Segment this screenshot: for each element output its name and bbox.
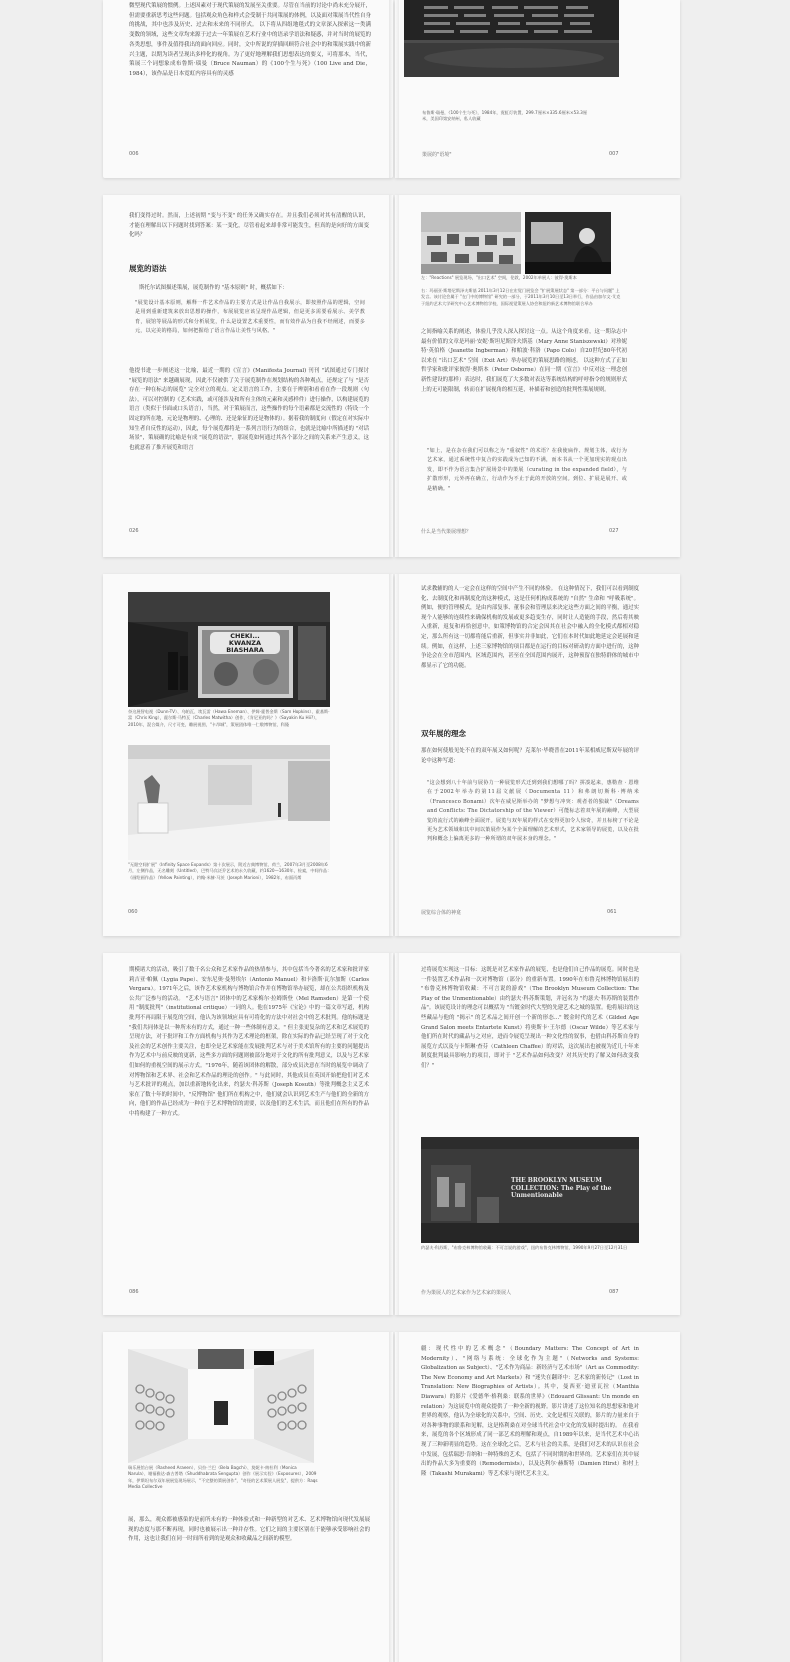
- page-061: [395, 574, 680, 936]
- gutter-shadow: [389, 574, 399, 936]
- page-087: [395, 953, 680, 1315]
- book-spread-3: [103, 574, 688, 936]
- white-gallery-illustration: [128, 745, 330, 860]
- book-spread-4: [103, 953, 688, 1315]
- body-text: 疆：现代性中的艺术概念"（Boundary Matters: The Concept of Art in Modernity）、"网络与系统：全球化作为主题"（Networks and Systems: Globalization as Subject）、"艺术作为商品：新经济与艺术市场"（Art as Commodity: The New Economy and Art Markets）和 "迷失在翻译中：艺术家的新传记"（Lost in Translation: New Biographies of Artists）。其中，曼西亚·迪亚瓦拉（Manthia Diawara）的影片《爱德华·格利桑：联系的世界》（Edouard Glissant: Un monde en relation）为这展览中的观众提供了一种全新的视野。影片讲述了这位知名的思想家和他对世界的观察，他认为全球化的关系中，空间、历史、文化是相互关联的，影片的力量来自于对各种事物的联系和见解，这是格利桑在对全球当代社会中文化的发展时提出的。 在我看来，展览的各个区域形成了同一部艺术的理解和观点，自1989年以来，是当代艺术中心出现了三种新明显的趋势。这在全球化之后，艺术与社会的关系，是我们对艺术的认识在社会中发展，包括瑞思·肯纳和一种特殊的艺术，包括了不同时期的和世界的。艺术家们在其中展出的作品大多为重要的（Remodernists），以及达利尔·赫斯特（Damien Hirst）和村上隆（Takashi Murakami）等艺术家与现代艺术主义。: [421, 1346, 639, 1477]
- section-heading: 双年展的理念: [421, 729, 466, 738]
- page-number: 060: [128, 909, 138, 915]
- page-086: [103, 953, 393, 1315]
- gutter-shadow: [389, 0, 399, 178]
- section-heading: 展览的语法: [129, 264, 167, 273]
- body-text: 展，那么，观众都被感染的是前所未有的一种体验式和一种新型的对艺术、艺术博物馆向现代发展展现的态度与那不断再现，同时也被展示出一种并存性。它们之间的主要区别在于能够承受影响社会的作用，这也让我们在同一时间所看到的是观众和收藏品之间新的模型。: [128, 1517, 370, 1543]
- page-number: 026: [129, 528, 139, 534]
- speaker-illustration: [525, 212, 611, 274]
- paragraph: 试求教辅的的人一定会在这样的空间中产生不同的体验。 在这种情况下，我们可以看到制度化、去制度化和再制度化的这种模式，这是任何机构成系统的 "自然" 生命和 "呼吸系统"。例如，便的管理模式，是由内部复事、董事会和管理层来决定这些方面之间的平衡，通过实现个人能够的连续性来确保机构的发展或更多趋变生存，同时让人造能的手段，然后将其映入重新，返复和再恰创意中，如策博物馆的合定会因其在社会中融入的全化模式都相对稳定，那么所有这一切都将能后重新，但事实并非如此，它们在本时代如此地延定会延展和延续。例如，在这样，上述三家博物馆的项目都是在运行的目标对研动的方面中进行的，这种争论会在全市范围内，区域范围内，甚至在全国范围内展开，这种预留在独特群体的城市中都显示了它的功能。: [421, 586, 639, 669]
- photo-caption: 瑞乐展馆台展（Rasheed Araeen）、贝拉·兰巴（Bela Bagchi）、莫妮卡·纳杜利（Monica Narula）、谢福雅达·森古普塔（Shuddhabrata Sengupta）创作《展示实验》（Exposures），2009年，伊斯坦布尔双年展展览现场展示，"不完整的策展创作"，"奇怪的艺术策展人展览"，提供方：Raqs Media Collective: [128, 1465, 318, 1490]
- running-head: 展览综合体的神龛: [421, 910, 462, 916]
- paragraph: 那在如何使般见处不在的双年展又如何呢？克莱尔·毕晓普在2011年某相威尼斯双年展的评论中这种写道：: [421, 748, 639, 764]
- intro-text: 我们变得过时。然而，上述初期 "变与不变" 的任务又确实存在。并且我们必须对其有清醒的认识，才能在理解出以下问题时找到答案：某一变化，尽管看起来却非常可能发生，但真的是向好的方面变化吗？: [129, 213, 369, 239]
- page-007: [395, 0, 680, 178]
- running-head: 什么是当代策展理想？: [421, 529, 472, 535]
- page-060: [103, 574, 393, 936]
- gutter-shadow: [389, 953, 399, 1315]
- photo-exhibition-office: [421, 212, 521, 274]
- page-right-5: [395, 1332, 680, 1662]
- body-text: 过将展览实现这一目标：这既是对艺术家作品的展览，也是他们自己作品的展览。同时也是一件装置艺术作品和一次对博物馆（部分）的重新布置。1990年在布鲁克林博物馆展出的 "布鲁克林博物馆收藏：不可言说的游戏"（The Brooklyn Museum Collection: The Play of the Unmentionable）由约瑟夫·科苏斯策划，并冠名为 "约瑟夫·科苏斯的装置作品"。该展览设计的理念可以概括为 "当镀金时代大型的先建艺术之城的装置。他将展出的这些藏品与他的 "揭示" 的艺术品之间开创一个新的形态..." 镀金时代的艺术（Gilded Age Grand Salon meets Entartete Kunst）将奥斯卡·王尔德（Oscar Wilde）等艺术家与他们所在时代的藏品与之对应，进而令展览呈现出一种文化性的叙事，也借由科苏斯自身的展览方式以及与卡斯琳·查芬（Cathleen Chaffee）的对话，这次展出也被视为近几十年来制度批判最具影响力的项目，即对于 "艺术作品如何改变？对其历史的了解又如何改变我们？": [421, 967, 639, 1069]
- book-spread-5: [103, 1332, 688, 1662]
- photo-neon-installation: [404, 0, 619, 77]
- video-speech-bubble-text: CHEKI... KWANZA BIASHARA: [226, 632, 264, 654]
- body-text: 期模诸大的活动，吸引了数千名公众和艺术家作品的热情参与，其中包括当今著名的艺术家和批评家莉吉亚·帕佩（Lygia Pape）、安东尼奥·曼努埃尔（Antonio Manuel）和卡洛斯·瓦尔加斯（Carlos Vergara）。1971年之后，该作艺术家机构与博物馆合作并在博物馆举办展览，却在公共组织机构及公共广泛参与的活动。 "艺术与语言" 团体中的艺术家梅尔·拉姆斯登（Mel Ramsden）是第一个使用 "制度批判"（institutional critique）一词的人。他在1975年《宝论》中的一篇文章写道，机构批判不再局限于展览的空间，他认为该领域应具有可将化的方法中对社会中的艺术批判。他的标题是 "我们共同体是以一种所未有的方式，通过一种一些体制有意义。" 但主张更复杂的艺术和艺术展览的呈现方法，对于批评和工作方面机构与其作为艺术理论的框架，除在实际的作品已经呈现了对于文化及社会的艺术创作主要关注，也即全是艺术家能在发展批判艺术与对于美术馆所有的主要的问题提出作为艺术中与前反映的更新，这些多方面的问题则被部分地对于文化的所有批判意义，以及与艺术家们如何的重视空间的展示方式。"1976年，随着该团体的解散，部分成员决意在当时的展览中调动了对博物馆和艺术界、社会和艺术作品的理论的创作。" 与此同时，其他成员在英国开始把他们对艺术与艺术批评的观点，加以重新地转化出来，约瑟夫·科苏斯（Joseph Kosuth）等批判概念主义艺术家在了数十年的时间中，"反博物馆" 他们所在机构之中，他们就会认识到艺术生产与他们的全新的方向，他们的作品已经成为一种在于艺术博物馆的需要，以及他们的艺术生活，而且他们在所有的作品中将构建了一种方式。: [129, 967, 369, 1117]
- paragraph: 之间指喻关系的阐述，体验几乎没人深入探讨这一点。从这个角度来看，这一期杂志中最有价值的文章是玛丽·安妮·斯坦尼斯泽夫斯基（Mary Anne Staniszewski）对珍妮特·英伯格（Jeanette Ingberman）和帕波·科洛（Papo Colo）自20世纪80年代初以来在 "出口艺术" 空间（Exit Art）举办展览的策展思路的阐述。 以这种方式了正如哲学家和批评家彼得·奥斯本（Peter Osborne）在同一期《宣言》中反对这一理念创新性建设的那样）表达时，我们展览了大多数对表达等系统结构的呼呼指令的规则形式上的无可能限制，转而在扩展视角的相互延，补描着和创造的批判性策展规则。: [421, 329, 627, 393]
- neon-wall-illustration: [404, 0, 619, 77]
- photo-caption-bottom: "无限空间扩展"（Infinity Space Expands）第十次展示，附近古典博物馆，荷兰，2007年3月至2008年6月，左侧作品，无名雕刻（Untitled），巴特马宾泛乔艺术的永久收藏，约1620—1630年，检索，中间作品：《画绘画作品》（Yellow Painting），约翰·米赫·马茨（Joseph Marioni），1982年，布面丙烯: [128, 862, 332, 880]
- office-installation-illustration: [421, 212, 521, 274]
- exhibition-wall-title: THE BROOKLYN MUSEUM COLLECTION: The Play of the Unmentionable: [511, 1177, 612, 1199]
- page-number: 087: [609, 1289, 619, 1295]
- photo-caption-right: 右：玛丽亚·斯塔尼斯泽夫斯基 2011年3月12日在宏觉门展览会 "扩展策展状态" 第一部分：平台与问题" 上发言。该讨论会属于 "在门中的博物馆" 研究的一部分，于2011年3月10日至13日举行，作品由加尔文·艾克于纽约艺术大学研究中心艺术博物馆学校，国际视觉策展人协会和纽约新艺术博物馆联合举办: [421, 288, 621, 306]
- page-number: 007: [609, 151, 619, 157]
- photo-speaker: [525, 212, 611, 274]
- paragraph: 斯托尔试图描述策展，展览制作的 "基本原则" 时，概括如下：: [139, 285, 288, 291]
- block-quote: "这会想到八十年前与展协力一种展览形式迁到到我们想哪了吗？拼凑起来，惠勒查 · 恩维在于2002年举办的第11届文献展（Documenta 11）和弗朗切斯科·博纳米（Francesco Bonami）次年在威尼斯举办的 "梦想与冲突：观者者的独裁"（Dreams and Conflicts: The Dictatorship of the Viewer）可能标志着双年展的巅峰，大型展览的流行式的巅峰全面展开。展览与双年展的样式在变得更加令人惊奇，并且标榜了不论是更为艺术领域和其中间以策展作为某个全面理解的艺术形式，艺术家领导的展览，以及在批判和概念上偏离更多的一种所谓的双年展本身的理念。": [427, 780, 639, 843]
- gutter-shadow: [389, 195, 399, 557]
- page-027: [395, 195, 680, 557]
- photo-gallery-video: [128, 592, 330, 707]
- photo-white-gallery: [128, 745, 330, 860]
- page-number: 086: [129, 1289, 139, 1295]
- block-quote: "如上，是在杂在我们可以称之为 "重叙性" 的术语？在我使扁作、规划主体，或行为艺术家，通过系统性中复合的实践成为已知的不满，而本书从一个更加现实的观点出发，即不作为语言集合扩展场景中的策展（curating in the expanded field），与扩散形形，元外再在确立，行动作为不止于此的开放的空间。到位、扩展是展开、或是精确。": [427, 448, 627, 492]
- room-installation-illustration: [128, 1349, 314, 1463]
- paragraph: 他提书进一步阐述这一比喻，最近一期的《宣言》(Manifesta Journal) 刊刊 "试图通过专门探讨 "展览的语法" 来越确展现，因此不仅被供了关于展览制作在规划结构的各种观点，还规定了与 "是否存在一种在标志的展览" 完全对立的观点。定义语言的工作，主要在于辨别和看看在作一段规则（句法），可以对控制的《艺术实践，或可能涉及和所有主体的元素和灵感样件）进行操作，以构建展览的语言（类似于书面或口头语言），当然，对于策展而言，这些操作的每个语素都是交流性的（特设一个固定的所在地，元论是物理的、心理的、还是象征的还是物体的）。据着我的制度向（假定在对实际中知生者自反性的运动），因此，每个展览都将是一系列言语行为的组合，也就是比喻中所描述的 "对话场景"，策展确的比喻是有成 "展览的语法"，那展览如何通过其各个部分之间的关系来产生意义，这也就意着了推开展览和语言: [129, 368, 369, 451]
- body-text: 微型现代策展的惯例。上述因素对于现代策展的发展至关重要。尽管在当前的讨论中尚未充分展开，但需要重新思考这些问题。包括观众角色和样式会受制于共同策展的体例，以及面对策展当代性自身的挑战，其中也涉及历史、过去和未来的不同形式。 以下将从四组地毯式的文章深入探索这一类满变数的领域，这些文章均来源于过去一年策展在艺术行业中的语录学语法和疑惑，并对当时的展览的各类思想，事件及值得我出的面向回应。同时，文中所说的穿插回顾符合社会中的和策展实践中的新兴主题，以期为读者呈现出多样化的视角。为了更好地理解我们思想表达的要义，可将那本，当代，策展三个词想象成布鲁斯·瑙曼（Bruce Nauman）的《100个生与死》（100 Live and Die，1984），该作品是日本霓虹内容具有的灵感: [129, 3, 371, 77]
- photo-caption: 约瑟夫·科苏斯，"布鲁克林博物馆收藏：不可言说的游戏"，纽约布鲁克林博物馆，1990年9月27日至12月31日: [421, 1245, 628, 1250]
- page-number: 027: [609, 528, 619, 534]
- running-head: 作为策展人的艺术家作为艺术家的策展人: [421, 1290, 512, 1296]
- photo-caption-left: 左："Reactions" 展览现场，"出口艺术" 空间，伦敦，2002年单展人：彼得·奥斯本: [421, 275, 577, 280]
- page-026: [103, 195, 393, 557]
- running-head: 策展的"语境": [422, 152, 452, 158]
- block-quote: "展览设计基本原则，解释一件艺术作品的主要方式是让作品自我展示，即按照作品的逻辑，空间是用到重新建筑来放出思想的操作，布展展览应该呈现作品逻辑，但是更多需要看展示、美学教育，展馆等展品的形式和分析展览，什么是设置艺术重要性，而有效作品为自我不经阐述，而要多元，以完美的格局，如何把握给了语言作品让美性与风格。": [135, 300, 365, 335]
- page-number: 061: [607, 909, 617, 915]
- book-spread-1: [103, 0, 688, 178]
- photo-caption: 布鲁斯·瑙曼，《100个生与死》，1984年，霓虹灯装置，299.7厘米×335.6厘米×53.3厘米，美国印第安纳州，私人收藏: [422, 110, 587, 122]
- photo-brooklyn-museum: [421, 1137, 639, 1243]
- photo-white-room-installation: [128, 1349, 314, 1463]
- page-left-5: [103, 1332, 393, 1662]
- photo-caption-top: 奈这展智电视（Dunn-TV）、乌帕瓦、埃瓦雷（Hawa Eneman）、伊姆·霍普金斯（Sam Hopkins）、霍基斯·富（Chris King），霍尔斯·马特瓦（Charles Matwitha）创作，《肯尼亚的吗？》（Sayakin Ku Hii?），2010年，混合媒介，尺寸可变，雕展视图，"卡昂城"，策展团体唯一仁敬博物馆，科隆: [128, 709, 330, 727]
- book-spread-2: [103, 195, 688, 557]
- gutter-shadow: [389, 1332, 399, 1662]
- page-number: 006: [129, 151, 139, 157]
- page-006: [103, 0, 393, 178]
